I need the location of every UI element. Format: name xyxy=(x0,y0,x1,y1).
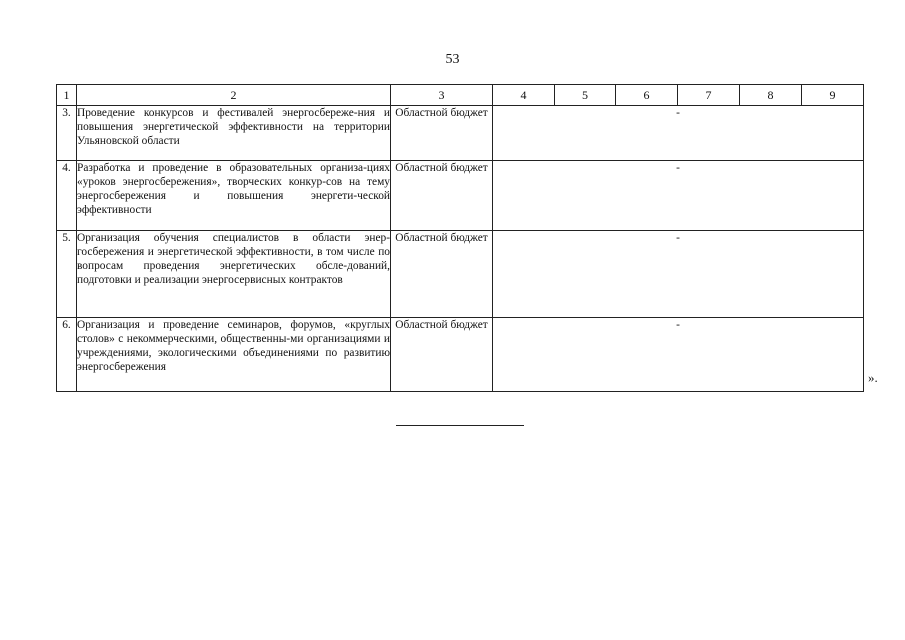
header-cell-8: 8 xyxy=(740,85,802,106)
header-cell-9: 9 xyxy=(802,85,864,106)
row-number: 4. xyxy=(57,161,77,231)
funding-value: - xyxy=(493,106,864,161)
table-row xyxy=(57,106,864,161)
row-number: 6. xyxy=(57,318,77,392)
funding-source: Областной бюджет xyxy=(391,161,493,231)
page-number: 53 xyxy=(445,52,460,67)
table-row xyxy=(57,231,864,318)
funding-value: - xyxy=(493,318,864,392)
row-number: 3. xyxy=(57,106,77,161)
measure-name: Проведение конкурсов и фестивалей энергосбереже-ния и повышения энергетической эффективности на территории Ульяновской области xyxy=(77,106,391,161)
funding-source: Областной бюджет xyxy=(391,231,493,318)
end-rule xyxy=(396,425,524,426)
measure-name: Организация обучения специалистов в области энер-госбережения и энергетической эффективности, в том числе по вопросам проведения энергетических обсле-дований, подготовки и реализации энергосервисных контрактов xyxy=(77,231,391,318)
funding-value: - xyxy=(493,231,864,318)
row-number: 5. xyxy=(57,231,77,318)
program-table xyxy=(56,84,864,392)
header-cell-3: 3 xyxy=(391,85,493,106)
measure-name: Организация и проведение семинаров, форумов, «круглых столов» с некоммерческими, общественны-ми организациями и учреждениями, экологическими объединениями по развитию энергосбережения xyxy=(77,318,391,392)
header-cell-2: 2 xyxy=(77,85,391,106)
header-row xyxy=(57,85,864,106)
closing-quote: ». xyxy=(868,370,878,385)
header-cell-7: 7 xyxy=(678,85,740,106)
funding-source: Областной бюджет xyxy=(391,106,493,161)
header-cell-6: 6 xyxy=(616,85,678,106)
funding-source: Областной бюджет xyxy=(391,318,493,392)
measure-name: Разработка и проведение в образовательных организа-циях «уроков энергосбережения», творческих конкур-сов на тему энергосбережения и повышения энергети-ческой эффективности xyxy=(77,161,391,231)
table-row xyxy=(57,161,864,231)
funding-value: - xyxy=(493,161,864,231)
header-cell-1: 1 xyxy=(57,85,77,106)
header-cell-4: 4 xyxy=(493,85,555,106)
table-row xyxy=(57,318,864,392)
header-cell-5: 5 xyxy=(555,85,616,106)
